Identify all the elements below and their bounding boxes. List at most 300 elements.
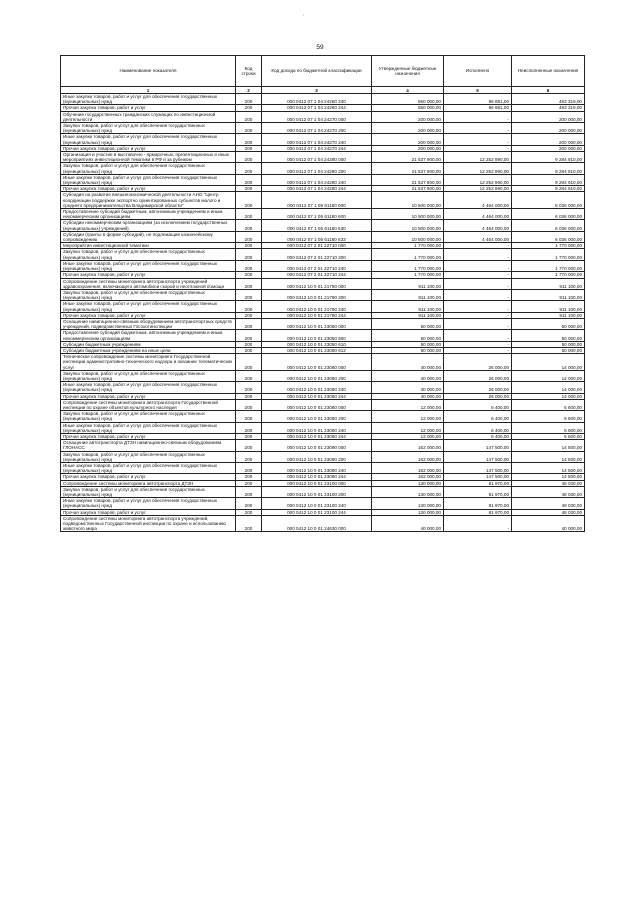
header-approved: Утвержденные бюджетные назначения: [372, 56, 444, 87]
approved-amount: 911 100,00: [372, 278, 444, 289]
table-row: [61, 486, 585, 497]
line-code: 200: [236, 105, 262, 111]
executed-amount: 147 500,00: [444, 451, 512, 462]
line-code: 200: [236, 163, 262, 174]
table-row: [61, 451, 585, 462]
table-row: [61, 370, 585, 381]
table-body: [61, 94, 585, 532]
header-unexecuted: Неисполненные назначения: [512, 56, 585, 87]
unexecuted-amount: 48 030,00: [512, 486, 585, 497]
indicator-name: Закупка товаров, работ и услуг для обеспечения государственных (муниципальных) нужд: [61, 163, 236, 174]
budget-code: 000 0412 07 2 01 22710 000: [262, 243, 372, 249]
approved-amount: 1 770 000,00: [372, 249, 444, 260]
approved-amount: 200 000,00: [372, 123, 444, 134]
unexecuted-amount: 911 100,00: [512, 278, 585, 289]
table-row: [61, 318, 585, 329]
executed-amount: -: [444, 145, 512, 151]
table-row: [61, 330, 585, 341]
approved-amount: 162 000,00: [372, 451, 444, 462]
unexecuted-amount: 5 600,00: [512, 422, 585, 433]
line-code: 200: [236, 370, 262, 381]
indicator-name: Субсидия на развитие внешнеэкономической деятельности АНО "Центр координации поддержки экспортно ориентированных субъектов малого и среднего предпринимательства Владимирской области": [61, 192, 236, 209]
executed-amount: 81 970,00: [444, 486, 512, 497]
executed-amount: -: [444, 515, 512, 532]
unexecuted-amount: 911 100,00: [512, 301, 585, 312]
approved-amount: 40 000,00: [372, 354, 444, 371]
indicator-name: Прочая закупка товаров, работ и услуг: [61, 105, 236, 111]
indicator-name: Прочая закупка товаров, работ и услуг: [61, 186, 236, 192]
table-row: [61, 209, 585, 220]
approved-amount: 12 000,00: [372, 411, 444, 422]
budget-code: 000 0412 07 1 04 24280 244: [262, 186, 372, 192]
executed-amount: 12 252 990,00: [444, 174, 512, 185]
budget-code: 000 0412 07 1 04 24270 240: [262, 134, 372, 145]
line-code: 200: [236, 312, 262, 318]
budget-code: 000 0412 10 0 01 23060 200: [262, 370, 372, 381]
unexecuted-amount: 48 030,00: [512, 498, 585, 509]
line-code: 200: [236, 411, 262, 422]
executed-amount: -: [444, 341, 512, 347]
indicator-name: Закупка товаров, работ и услуг для обеспечения государственных (муниципальных) нужд: [61, 486, 236, 497]
unexecuted-amount: 40 000,00: [512, 515, 585, 532]
approved-amount: 50 000,00: [372, 318, 444, 329]
table-row: [61, 94, 585, 105]
indicator-name: Иные закупки товаров, работ и услуг для обеспечения государственных (муниципальных) нужд: [61, 422, 236, 433]
executed-amount: -: [444, 123, 512, 134]
approved-amount: 40 000,00: [372, 393, 444, 399]
budget-code: 000 0412 07 1 04 24270 200: [262, 123, 372, 134]
approved-amount: 50 000,00: [372, 347, 444, 353]
column-index: 2: [236, 87, 262, 94]
executed-amount: 12 252 990,00: [444, 152, 512, 163]
indicator-name: Прочая закупка товаров, работ и услуг: [61, 312, 236, 318]
approved-amount: 12 000,00: [372, 399, 444, 410]
unexecuted-amount: 1 770 000,00: [512, 272, 585, 278]
indicator-name: Закупка товаров, работ и услуг для обеспечения государственных (муниципальных) нужд: [61, 123, 236, 134]
approved-amount: 130 000,00: [372, 509, 444, 515]
indicator-name: Иные закупки товаров, работ и услуг для обеспечения государственных (муниципальных) нужд: [61, 260, 236, 271]
approved-amount: 200 000,00: [372, 134, 444, 145]
unexecuted-amount: 463 319,00: [512, 105, 585, 111]
table-row: [61, 111, 585, 122]
approved-amount: 162 000,00: [372, 463, 444, 474]
budget-code: 000 0412 07 1 05 61180 000: [262, 192, 372, 209]
unexecuted-amount: 48 030,00: [512, 509, 585, 515]
table-row: [61, 105, 585, 111]
executed-amount: 147 500,00: [444, 440, 512, 451]
table-row: [61, 393, 585, 399]
unexecuted-amount: 50 000,00: [512, 341, 585, 347]
budget-code: 000 0412 10 0 01 23080 244: [262, 433, 372, 439]
budget-code: 000 0412 07 1 05 61180 633: [262, 231, 372, 242]
column-index: 5: [444, 87, 512, 94]
column-index: 1: [61, 87, 236, 94]
executed-amount: -: [444, 312, 512, 318]
executed-amount: -: [444, 243, 512, 249]
line-code: 200: [236, 278, 262, 289]
unexecuted-amount: 1 770 000,00: [512, 260, 585, 271]
executed-amount: -: [444, 272, 512, 278]
line-code: 200: [236, 260, 262, 271]
approved-amount: 130 000,00: [372, 486, 444, 497]
column-index: 4: [372, 87, 444, 94]
indicator-name: Субсидии (гранты в форме субсидий), не подлежащие казначейскому сопровождению: [61, 231, 236, 242]
line-code: 200: [236, 249, 262, 260]
executed-amount: -: [444, 330, 512, 341]
table-row: [61, 433, 585, 439]
unexecuted-amount: 200 000,00: [512, 134, 585, 145]
budget-code: 000 0412 10 0 01 23060 244: [262, 393, 372, 399]
budget-code: 000 0412 07 1 05 61180 600: [262, 209, 372, 220]
indicator-name: Иные закупки товаров, работ и услуг для обеспечения государственных (муниципальных) нужд: [61, 463, 236, 474]
budget-code: 000 0412 10 0 01 23080 000: [262, 399, 372, 410]
indicator-name: Иные закупки товаров, работ и услуг для обеспечения государственных (муниципальных) нужд: [61, 134, 236, 145]
table-row: [61, 186, 585, 192]
table-row: [61, 399, 585, 410]
unexecuted-amount: 14 000,00: [512, 370, 585, 381]
budget-code: 000 0412 10 0 01 23080 240: [262, 422, 372, 433]
budget-code: 000 0412 07 2 01 22710 244: [262, 272, 372, 278]
table-row: [61, 301, 585, 312]
table-row: [61, 354, 585, 371]
table-row: [61, 463, 585, 474]
executed-amount: -: [444, 111, 512, 122]
table-row: [61, 515, 585, 532]
executed-amount: 12 252 990,00: [444, 163, 512, 174]
executed-amount: -: [444, 318, 512, 329]
indicator-name: Сопровождение системы мониторинга автотранспорта учреждений здравоохранения, включающего автомобили скорой и неотложной помощи: [61, 278, 236, 289]
executed-amount: 6 400,00: [444, 433, 512, 439]
budget-code: 000 0412 10 0 01 23050 600: [262, 330, 372, 341]
line-code: 200: [236, 341, 262, 347]
indicator-name: Закупка товаров, работ и услуг для обеспечения государственных (муниципальных) нужд: [61, 289, 236, 300]
line-code: 200: [236, 486, 262, 497]
table-row: [61, 411, 585, 422]
unexecuted-amount: 14 500,00: [512, 440, 585, 451]
budget-code: 000 0412 10 0 01 23100 244: [262, 509, 372, 515]
header-budget-code: Код дохода по бюджетной классификации: [262, 56, 372, 87]
executed-amount: 26 000,00: [444, 370, 512, 381]
unexecuted-amount: 200 000,00: [512, 111, 585, 122]
indicator-name: Закупка товаров, работ и услуг для обеспечения государственных (муниципальных) нужд: [61, 451, 236, 462]
executed-amount: -: [444, 260, 512, 271]
indicator-name: Обучение государственных гражданских служащих по инвестиционной деятельности: [61, 111, 236, 122]
executed-amount: 26 000,00: [444, 382, 512, 393]
budget-code: 000 0412 10 0 01 23080 200: [262, 411, 372, 422]
executed-amount: 26 000,00: [444, 354, 512, 371]
executed-amount: 147 500,00: [444, 474, 512, 480]
indicator-name: Субсидии некоммерческим организациям (за исключением государственных (муниципальных) учреждений): [61, 220, 236, 231]
unexecuted-amount: 911 100,00: [512, 312, 585, 318]
approved-amount: 911 100,00: [372, 289, 444, 300]
budget-code: 000 0412 10 0 01 21790 244: [262, 312, 372, 318]
executed-amount: 4 464 000,00: [444, 192, 512, 209]
indicator-name: Субсидии бюджетным учреждениям: [61, 341, 236, 347]
indicator-name: Прочая закупка товаров, работ и услуг: [61, 509, 236, 515]
budget-code: 000 0412 07 2 01 22710 200: [262, 249, 372, 260]
executed-amount: 6 400,00: [444, 399, 512, 410]
table-row: [61, 509, 585, 515]
approved-amount: 1 770 000,00: [372, 272, 444, 278]
budget-code: 000 0412 10 0 01 23090 244: [262, 474, 372, 480]
approved-amount: 12 000,00: [372, 433, 444, 439]
approved-amount: 550 000,00: [372, 105, 444, 111]
indicator-name: Сопровождение системы мониторинга автотранспорта ДТЗН: [61, 480, 236, 486]
unexecuted-amount: 50 000,00: [512, 347, 585, 353]
executed-amount: -: [444, 301, 512, 312]
unexecuted-amount: 14 500,00: [512, 474, 585, 480]
unexecuted-amount: 14 500,00: [512, 451, 585, 462]
indicator-name: Мероприятия инвестиционной тематики: [61, 243, 236, 249]
line-code: 200: [236, 272, 262, 278]
budget-code: 000 0412 07 2 01 22710 240: [262, 260, 372, 271]
unexecuted-amount: 14 000,00: [512, 382, 585, 393]
unexecuted-amount: 9 284 910,00: [512, 174, 585, 185]
table-row: [61, 152, 585, 163]
indicator-name: Субсидии бюджетным учреждениям на иные цели: [61, 347, 236, 353]
budget-code: 000 0412 10 0 01 24630 000: [262, 515, 372, 532]
indicator-name: Закупка товаров, работ и услуг для обеспечения государственных (муниципальных) нужд: [61, 411, 236, 422]
line-code: 200: [236, 209, 262, 220]
indicator-name: Иные закупки товаров, работ и услуг для обеспечения государственных (муниципальных) нужд: [61, 382, 236, 393]
indicator-name: Оснащение автотранспорта ДТЗН навигационно-связным оборудованием ГЛОНАСС: [61, 440, 236, 451]
budget-execution-table: [60, 55, 585, 532]
approved-amount: 12 000,00: [372, 422, 444, 433]
approved-amount: 130 000,00: [372, 498, 444, 509]
approved-amount: 10 500 000,00: [372, 231, 444, 242]
unexecuted-amount: 6 036 000,00: [512, 220, 585, 231]
executed-amount: 6 400,00: [444, 411, 512, 422]
approved-amount: 40 000,00: [372, 370, 444, 381]
indicator-name: Прочая закупка товаров, работ и услуг: [61, 393, 236, 399]
table-row: [61, 231, 585, 242]
indicator-name: Оснащение навигационно-связным оборудованием автотранспортных средств учреждений, подведомственных Госохотинспекции: [61, 318, 236, 329]
budget-code: 000 0412 07 1 05 61180 630: [262, 220, 372, 231]
table-row: [61, 220, 585, 231]
table-row: [61, 480, 585, 486]
line-code: 200: [236, 382, 262, 393]
executed-amount: 86 681,00: [444, 94, 512, 105]
indicator-name: Предоставление субсидий бюджетным, автономным учреждениям и иным некоммерческим организациям: [61, 209, 236, 220]
line-code: 200: [236, 515, 262, 532]
line-code: 200: [236, 422, 262, 433]
indicator-name: Прочая закупка товаров, работ и услуг: [61, 145, 236, 151]
line-code: 200: [236, 243, 262, 249]
page-number: 59: [316, 44, 324, 51]
line-code: 200: [236, 289, 262, 300]
line-code: 200: [236, 145, 262, 151]
indicator-name: Иные закупки товаров, работ и услуг для обеспечения государственных (муниципальных) нужд: [61, 94, 236, 105]
executed-amount: -: [444, 249, 512, 260]
unexecuted-amount: 48 030,00: [512, 480, 585, 486]
approved-amount: 1 770 000,00: [372, 260, 444, 271]
line-code: 200: [236, 463, 262, 474]
approved-amount: 550 000,00: [372, 94, 444, 105]
unexecuted-amount: 14 000,00: [512, 354, 585, 371]
unexecuted-amount: 1 770 000,00: [512, 249, 585, 260]
line-code: 200: [236, 174, 262, 185]
column-index: 3: [262, 87, 372, 94]
budget-code: 000 0412 10 0 01 23100 200: [262, 486, 372, 497]
indicator-name: Техническое сопровождение системы мониторинга Государственной инспекции административно-технического надзора и оказание телематических услуг: [61, 354, 236, 371]
line-code: 200: [236, 354, 262, 371]
line-code: 200: [236, 192, 262, 209]
approved-amount: 10 500 000,00: [372, 209, 444, 220]
budget-code: 000 0412 07 1 04 24260 240: [262, 94, 372, 105]
unexecuted-amount: 5 600,00: [512, 411, 585, 422]
table-header-row: [61, 56, 585, 87]
executed-amount: 4 464 000,00: [444, 231, 512, 242]
indicator-name: Сопровождение системы мониторинга автотранспорта учреждений, подведомственных Государственной инспекции по охране и использованию животного мира: [61, 515, 236, 532]
budget-code: 000 0412 10 0 01 21790 000: [262, 278, 372, 289]
unexecuted-amount: 6 036 000,00: [512, 209, 585, 220]
budget-code: 000 0412 10 0 01 23050 000: [262, 318, 372, 329]
table-row: [61, 289, 585, 300]
table-row: [61, 260, 585, 271]
unexecuted-amount: 200 000,00: [512, 123, 585, 134]
table-row: [61, 422, 585, 433]
unexecuted-amount: 9 284 910,00: [512, 186, 585, 192]
line-code: 200: [236, 451, 262, 462]
indicator-name: Закупка товаров, работ и услуг для обеспечения государственных (муниципальных) нужд: [61, 370, 236, 381]
budget-code: 000 0412 07 1 04 24280 000: [262, 152, 372, 163]
approved-amount: 40 000,00: [372, 382, 444, 393]
line-code: 200: [236, 134, 262, 145]
table-row: [61, 498, 585, 509]
executed-amount: -: [444, 134, 512, 145]
line-code: 200: [236, 123, 262, 134]
line-code: 200: [236, 111, 262, 122]
line-code: 200: [236, 474, 262, 480]
table-row: [61, 249, 585, 260]
approved-amount: 200 000,00: [372, 145, 444, 151]
header-line-code: Код строки: [236, 56, 262, 87]
executed-amount: 12 252 990,00: [444, 186, 512, 192]
unexecuted-amount: 6 036 000,00: [512, 231, 585, 242]
indicator-name: Закупка товаров, работ и услуг для обеспечения государственных (муниципальных) нужд: [61, 249, 236, 260]
approved-amount: 911 100,00: [372, 312, 444, 318]
budget-code: 000 0412 10 0 01 23100 000: [262, 480, 372, 486]
indicator-name: Организация и участие в выставочно - ярмарочных, презентационных и иных мероприятиях инвестиционной тематики в РФ и за рубежом: [61, 152, 236, 163]
table-row: [61, 163, 585, 174]
line-code: 200: [236, 509, 262, 515]
budget-code: 000 0412 10 0 01 21790 200: [262, 289, 372, 300]
budget-code: 000 0412 10 0 01 23060 240: [262, 382, 372, 393]
unexecuted-amount: 911 100,00: [512, 289, 585, 300]
table-row: [61, 174, 585, 185]
indicator-name: Иные закупки товаров, работ и услуг для обеспечения государственных (муниципальных) нужд: [61, 498, 236, 509]
budget-code: 000 0412 10 0 01 23090 000: [262, 440, 372, 451]
table-row: [61, 440, 585, 451]
line-code: 200: [236, 498, 262, 509]
indicator-name: Иные закупки товаров, работ и услуг для обеспечения государственных (муниципальных) нужд: [61, 301, 236, 312]
budget-code: 000 0412 10 0 01 23100 240: [262, 498, 372, 509]
indicator-name: Сопровождение системы мониторинга автотранспорта Государственной инспекции по охране объектов культурного наследия: [61, 399, 236, 410]
table-row: [61, 123, 585, 134]
budget-code: 000 0412 10 0 01 23050 610: [262, 341, 372, 347]
approved-amount: 21 537 900,00: [372, 186, 444, 192]
line-code: 200: [236, 301, 262, 312]
approved-amount: 162 000,00: [372, 474, 444, 480]
unexecuted-amount: 5 600,00: [512, 433, 585, 439]
scan-artifact: ´ ¸: [300, 10, 305, 16]
executed-amount: -: [444, 347, 512, 353]
line-code: 200: [236, 152, 262, 163]
unexecuted-amount: 463 319,00: [512, 94, 585, 105]
executed-amount: 6 400,00: [444, 422, 512, 433]
budget-code: 000 0412 07 1 04 24270 244: [262, 145, 372, 151]
executed-amount: -: [444, 278, 512, 289]
approved-amount: 1 770 000,00: [372, 243, 444, 249]
approved-amount: 40 000,00: [372, 515, 444, 532]
approved-amount: 50 000,00: [372, 330, 444, 341]
line-code: 200: [236, 347, 262, 353]
line-code: 200: [236, 393, 262, 399]
unexecuted-amount: 6 036 000,00: [512, 192, 585, 209]
budget-code: 000 0412 10 0 01 23050 612: [262, 347, 372, 353]
executed-amount: 147 500,00: [444, 463, 512, 474]
table-row: [61, 474, 585, 480]
indicator-name: Прочая закупка товаров, работ и услуг: [61, 474, 236, 480]
executed-amount: 81 970,00: [444, 480, 512, 486]
budget-code: 000 0412 07 1 04 24280 240: [262, 174, 372, 185]
approved-amount: 21 537 900,00: [372, 152, 444, 163]
executed-amount: 26 000,00: [444, 393, 512, 399]
line-code: 200: [236, 231, 262, 242]
line-code: 200: [236, 480, 262, 486]
approved-amount: 21 537 900,00: [372, 174, 444, 185]
header-indicator-name: Наименование показателя: [61, 56, 236, 87]
unexecuted-amount: 14 000,00: [512, 393, 585, 399]
line-code: 200: [236, 220, 262, 231]
line-code: 200: [236, 94, 262, 105]
approved-amount: 10 500 000,00: [372, 192, 444, 209]
executed-amount: 86 681,00: [444, 105, 512, 111]
unexecuted-amount: 1 770 000,00: [512, 243, 585, 249]
indicator-name: Прочая закупка товаров, работ и услуг: [61, 433, 236, 439]
budget-code: 000 0412 07 1 04 24280 200: [262, 163, 372, 174]
approved-amount: 200 000,00: [372, 111, 444, 122]
unexecuted-amount: 5 600,00: [512, 399, 585, 410]
budget-code: 000 0412 10 0 01 23090 240: [262, 463, 372, 474]
line-code: 200: [236, 318, 262, 329]
line-code: 200: [236, 433, 262, 439]
table-row: [61, 278, 585, 289]
line-code: 200: [236, 186, 262, 192]
line-code: 200: [236, 330, 262, 341]
executed-amount: 4 464 000,00: [444, 209, 512, 220]
approved-amount: 130 000,00: [372, 480, 444, 486]
unexecuted-amount: 14 500,00: [512, 463, 585, 474]
approved-amount: 162 000,00: [372, 440, 444, 451]
executed-amount: -: [444, 289, 512, 300]
unexecuted-amount: 9 284 910,00: [512, 163, 585, 174]
unexecuted-amount: 50 000,00: [512, 318, 585, 329]
budget-code: 000 0412 07 1 04 24270 000: [262, 111, 372, 122]
budget-code: 000 0412 07 1 04 24260 244: [262, 105, 372, 111]
table-row: [61, 134, 585, 145]
unexecuted-amount: 9 284 910,00: [512, 152, 585, 163]
column-index: 6: [512, 87, 585, 94]
indicator-name: Предоставление субсидий бюджетным, автономным учреждениям и иным некоммерческим организациям: [61, 330, 236, 341]
unexecuted-amount: 50 000,00: [512, 330, 585, 341]
indicator-name: Прочая закупка товаров, работ и услуг: [61, 272, 236, 278]
executed-amount: 81 970,00: [444, 498, 512, 509]
approved-amount: 21 537 900,00: [372, 163, 444, 174]
header-executed: Исполнено: [444, 56, 512, 87]
executed-amount: 4 464 000,00: [444, 220, 512, 231]
line-code: 200: [236, 440, 262, 451]
